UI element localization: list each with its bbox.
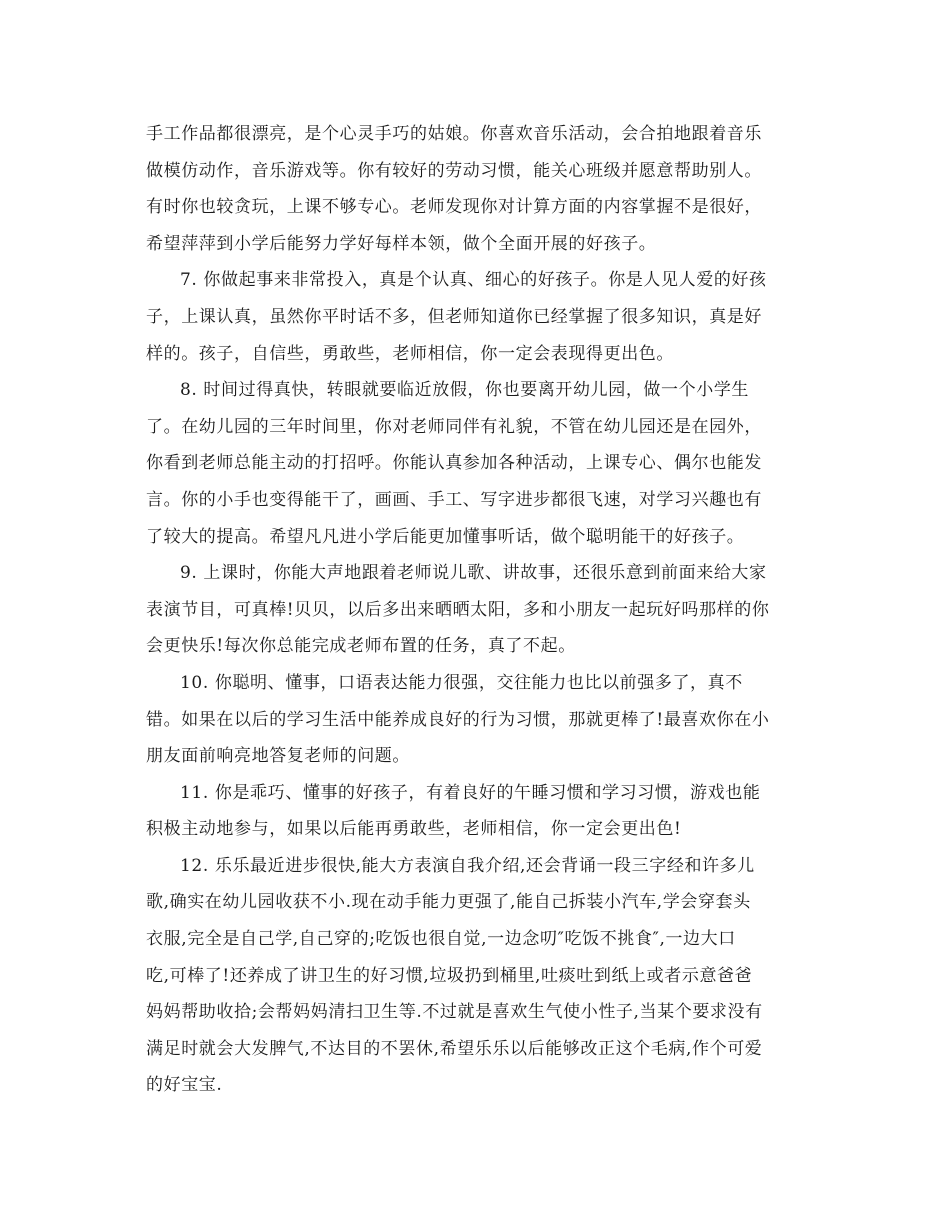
text-line: 子，上课认真，虽然你平时话不多，但老师知道你已经掌握了很多知识，真是好 bbox=[146, 306, 762, 327]
text-line: 会更快乐!每次你总能完成老师布置的任务，真了不起。 bbox=[146, 636, 576, 657]
text-line: 了。在幼儿园的三年时间里，你对老师同伴有礼貌，不管在幼儿园还是在园外， bbox=[146, 416, 762, 437]
text-line: 错。如果在以后的学习生活中能养成良好的行为习惯，那就更棒了!最喜欢你在小 bbox=[146, 709, 770, 730]
document-page bbox=[146, 116, 810, 1104]
text-line: 12. 乐乐最近进步很快,能大方表演自我介绍,还会背诵一段三字经和许多儿 bbox=[180, 855, 755, 876]
text-line: 了较大的提高。希望凡凡进小学后能更加懂事听话，做个聪明能干的好孩子。 bbox=[146, 526, 745, 547]
text-line: 你看到老师总能主动的打招呼。你能认真参加各种活动，上课专心、偶尔也能发 bbox=[146, 453, 762, 474]
text-line: 10. 你聪明、懂事，口语表达能力很强，交往能力也比以前强多了，真不 bbox=[180, 672, 743, 693]
text-line: 11. 你是乖巧、懂事的好孩子，有着良好的午睡习惯和学习习惯，游戏也能 bbox=[180, 782, 761, 803]
text-line: 样的。孩子，自信些，勇敢些，老师相信，你一定会表现得更出色。 bbox=[146, 343, 674, 364]
text-line: 朋友面前响亮地答复老师的问题。 bbox=[146, 746, 410, 767]
text-line: 做模仿动作，音乐游戏等。你有较好的劳动习惯，能关心班级并愿意帮助别人。 bbox=[146, 160, 762, 181]
text-line: 表演节目，可真棒!贝贝，以后多出来晒晒太阳，多和小朋友一起玩好吗那样的你 bbox=[146, 599, 770, 620]
text-line: 7. 你做起事来非常投入，真是个认真、细心的好孩子。你是人见人爱的好孩 bbox=[180, 270, 767, 291]
text-line: 希望萍萍到小学后能努力学好每样本领，做个全面开展的好孩子。 bbox=[146, 233, 657, 254]
text-line: 妈妈帮助收拾;会帮妈妈清扫卫生等.不过就是喜欢生气使小性子,当某个要求没有 bbox=[146, 1002, 763, 1023]
text-line: 手工作品都很漂亮，是个心灵手巧的姑娘。你喜欢音乐活动，会合拍地跟着音乐 bbox=[146, 124, 762, 144]
text-line: 吃,可棒了!还养成了讲卫生的好习惯,垃圾扔到桶里,吐痰吐到纸上或者示意爸爸 bbox=[146, 965, 753, 986]
text-line: 衣服,完全是自己学,自己穿的;吃饭也很自觉,一边念叨″吃饭不挑食″,一边大口 bbox=[146, 929, 736, 950]
text-line: 8. 时间过得真快，转眼就要临近放假，你也要离开幼儿园，做一个小学生 bbox=[180, 380, 750, 401]
text-line: 积极主动地参与，如果以后能再勇敢些，老师相信，你一定会更出色! bbox=[146, 819, 682, 840]
text-line: 有时你也较贪玩，上课不够专心。老师发现你对计算方面的内容掌握不是很好， bbox=[146, 197, 762, 218]
text-line: 歌,确实在幼儿园收获不小.现在动手能力更强了,能自己拆装小汽车,学会穿套头 bbox=[146, 892, 751, 913]
text-line: 的好宝宝. bbox=[146, 1075, 223, 1096]
text-line: 9. 上课时，你能大声地跟着老师说儿歌、讲故事，还很乐意到前面来给大家 bbox=[180, 563, 767, 584]
text-line: 满足时就会大发脾气,不达目的不罢休,希望乐乐以后能够改正这个毛病,作个可爱 bbox=[146, 1038, 763, 1059]
text-line: 言。你的小手也变得能干了，画画、手工、写字进步都很飞速，对学习兴趣也有 bbox=[146, 489, 762, 510]
